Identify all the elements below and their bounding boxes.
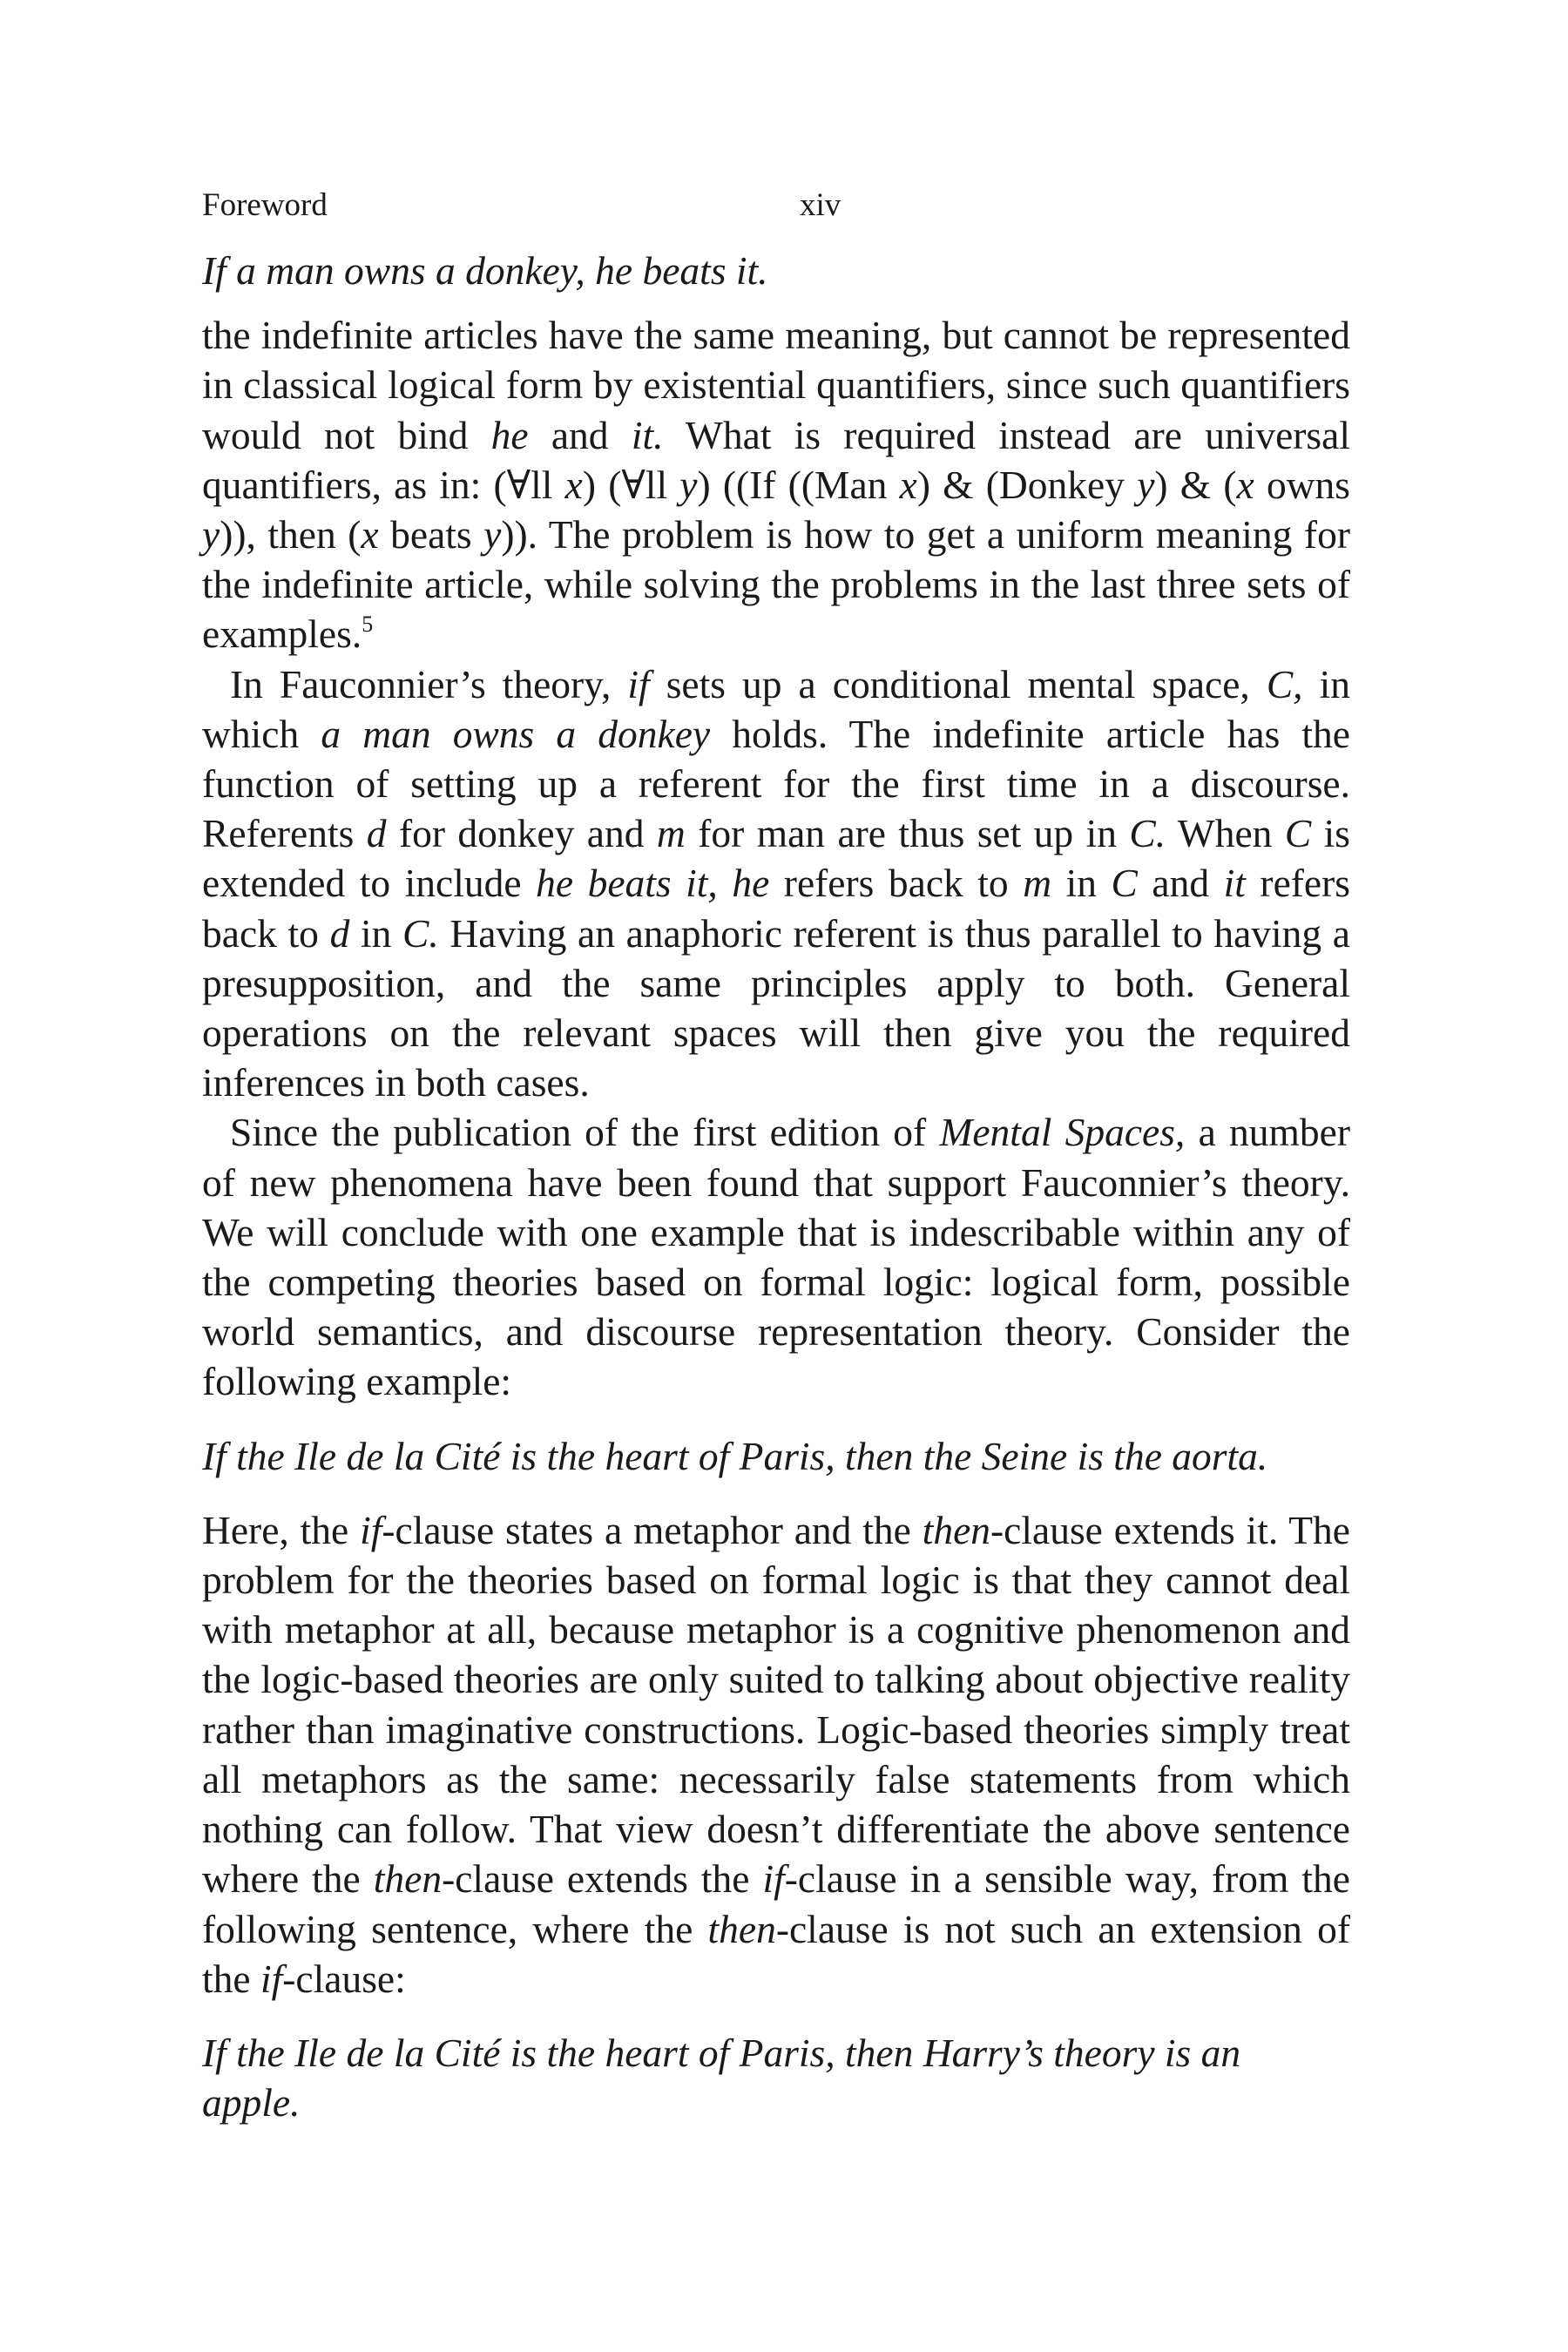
example-sentence-donkey: If a man owns a donkey, he beats it. [202,248,768,293]
paragraph-new-phenomena: Since the publication of the first edition of Mental Spaces, a number of new phenomena have been found that support Fauconnier’s theory. We will conclude with one example that is indescribable within any of the competing theories based on formal logic: logical form, possible world semantics, and discourse representation theory. Consider the following example: [202,1110,1350,1404]
paragraph-metaphor: Here, the if-clause states a metaphor and the then-clause extends it. The problem for the theories based on formal logic is that they cannot deal with metaphor at all, because metaphor is a cognitive phenomenon and the logic-based theories are only suited to talking about objective reality rather than imaginative constructions. Logic-based theories simply treat all metaphors as the same: necessarily false statements from which nothing can follow. That view doesn’t differentiate the above sentence where the then-clause extends the if-clause in a sensible way, from the following sentence, where the then-clause is not such an extension of the if-clause: [202,1507,1350,2001]
example-sentence-seine: If the Ile de la Cité is the heart of Paris, then the Seine is the aorta. [202,1433,1268,1478]
footnote-marker[interactable]: 5 [362,612,374,638]
section-title: Foreword [202,187,328,223]
running-head [202,183,1369,228]
page-number: xiv [800,187,841,223]
body-text [202,246,1350,2127]
paragraph-fauconnier-theory: In Fauconnier’s theory, if sets up a conditional mental space, C, in which a man owns a donkey holds. The indefinite article has the function of setting up a referent for the first time in a discourse. Referents d for donkey and m for man are thus set up in C. When C is extended to include he beats it, he refers back to m in C and it refers back to d in C. Having an anaphoric referent is thus parallel to having a presupposition, and the same principles apply to both. General operations on the relevant spaces will then give you the required inferences in both cases. [202,661,1350,1105]
example-sentence-apple: If the Ile de la Cité is the heart of Paris, then Harry’s theory is an apple. [202,2030,1241,2126]
paragraph-indefinite-articles: the indefinite articles have the same meaning, but cannot be represented in classical logical form by existential quantifiers, since such quantifiers would not bind he and it. What is required instead are universal quantifiers, as in: (∀ll x) (∀ll y) ((If ((Man x) & (Donkey y) & (x owns y)), then (x beats y)). The problem is how to get a uniform meaning for the indefinite article, while solving the problems in the last three sets of examples.$^5$ [202,313,1351,657]
